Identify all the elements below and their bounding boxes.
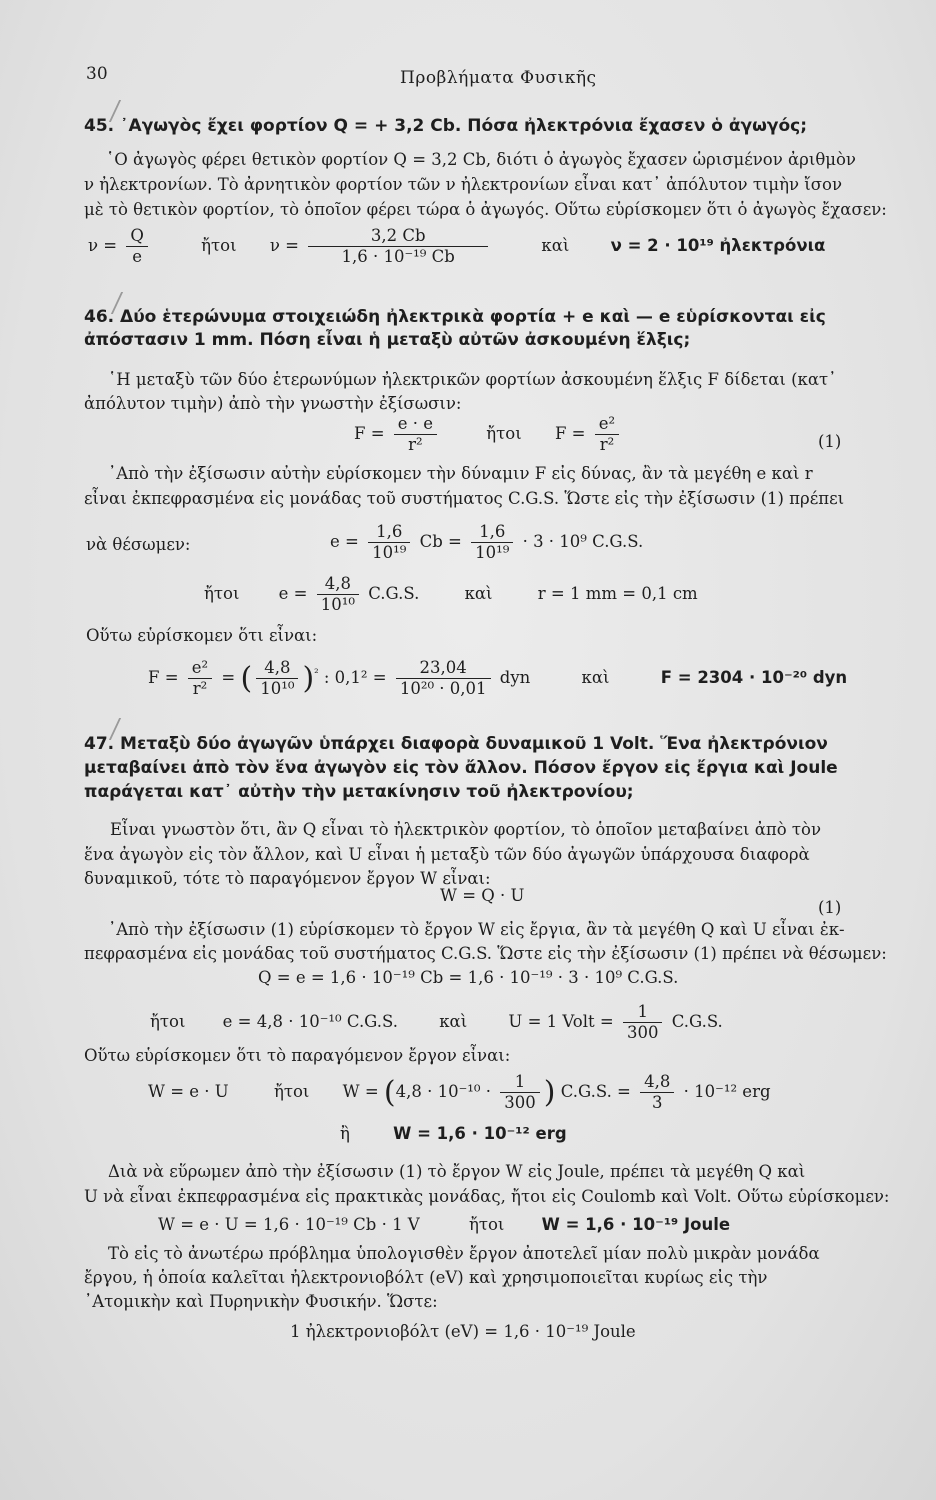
paren-open: ( (240, 661, 253, 696)
problem-46-text-1: Δύο ἑτερώνυμα στοιχειώδη ἠλεκτρικὰ φορτία + e καὶ — e εὑρίσκονται εἰς (120, 307, 826, 327)
colon-part: : 0,1² = (323, 668, 387, 687)
itoi-word: ἤτοι (204, 584, 240, 603)
problem-46-question-2: ἀπόστασιν 1 mm. Πόση εἶναι ἡ μεταξὺ αὐτῶν ἀσκουμένη ἕλξις; (84, 330, 691, 350)
problem-46-equation-2 (330, 522, 643, 563)
problem-46-equation-1 (354, 414, 623, 455)
problem-47-equation-3 (150, 1002, 723, 1043)
fraction (396, 658, 491, 699)
problem-47-line-7: Διὰ νὰ εὕρωμεν ἀπὸ τὴν ἐξίσωσιν (1) τὸ ἔργον W εἰς Joule, πρέπει τὰ μεγέθη Q καὶ (108, 1162, 806, 1181)
problem-45-question (84, 115, 896, 138)
problem-45-line-3: μὲ τὸ θετικὸν φορτίον, τὸ ὁποῖον φέρει τώρα ὁ ἀγωγός. Οὕτω εὑρίσκομεν ὅτι ὁ ἀγωγὸς ἔχασεν: (84, 200, 887, 219)
e-value: e = 4,8 · 10⁻¹⁰ C.G.S. (222, 1012, 398, 1031)
numerator: 4,8 (317, 574, 359, 595)
problem-46-equation-3 (204, 574, 698, 615)
problem-47-equation-1: W = Q · U (440, 886, 525, 905)
eq-lhs: e = (330, 532, 359, 551)
eq-mid: Cb = (419, 532, 462, 551)
problem-47-equation-7: 1 ἠλεκτρονιοβόλτ (eV) = 1,6 · 10⁻¹⁹ Joule (290, 1322, 636, 1341)
denominator: 10¹⁹ (475, 543, 510, 562)
itoi-word: ἤτοι (150, 1012, 186, 1031)
problem-45-line-1: ῾Ο ἀγωγὸς φέρει θετικὸν φορτίον Q = 3,2 Cb, διότι ὁ ἀγωγὸς ἔχασεν ὡρισμένον ἀριθμὸν (106, 150, 856, 169)
numerator: e² (188, 658, 212, 679)
fraction (317, 574, 359, 615)
problem-46-line-2: ἀπόλυτον τιμὴν) ἀπὸ τὴν γνωστὴν ἐξίσωσιν: (84, 394, 462, 413)
fraction (640, 1072, 674, 1113)
denominator: 1,6 · 10⁻¹⁹ Cb (341, 247, 455, 266)
denominator: r² (192, 679, 208, 698)
w-eu: W = e · U (148, 1082, 229, 1101)
problem-47-question-2: μεταβαίνει ἀπὸ τὸν ἕνα ἀγωγὸν εἰς τὸν ἄλλον. Πόσον ἔργον εἰς ἔργια καὶ Joule (84, 758, 838, 778)
numerator: e² (595, 414, 619, 435)
denominator: r² (408, 435, 423, 454)
w-expr: W = e · U = 1,6 · 10⁻¹⁹ Cb · 1 V (158, 1215, 420, 1234)
problem-47-line-9: Τὸ εἰς τὸ ἀνωτέρω πρόβλημα ὑπολογισθὲν ἔργον ἀποτελεῖ μίαν πολὺ μικρὰν μονάδα (108, 1244, 820, 1263)
problem-47-equation-5 (340, 1124, 567, 1143)
eq-lhs: e = (278, 584, 308, 603)
unit: C.G.S. = (560, 1082, 631, 1101)
itoi-word: ἤτοι (468, 1215, 505, 1234)
kai-word: καὶ (464, 584, 493, 603)
numerator: 1 (500, 1072, 540, 1093)
problem-47-line-1: Εἶναι γνωστὸν ὅτι, ἂν Q εἶναι τὸ ἠλεκτρικὸν φορτίον, τὸ ὁποῖον μεταβαίνει ἀπὸ τὸν (110, 820, 821, 839)
fraction (256, 658, 298, 699)
problem-46-line-4: εἶναι ἐκπεφρασμένα εἰς μονάδας τοῦ συστήματος C.G.S. Ὥστε εἰς τὴν ἐξίσωσιν (1) πρέπει (84, 489, 845, 508)
problem-47-line-5: πεφρασμένα εἰς μονάδας τοῦ συστήματος C.G.S. Ὥστε εἰς τὴν ἐξίσωσιν (1) πρέπει νὰ θέσωμεν: (84, 944, 887, 963)
w-eq: W = (342, 1082, 379, 1101)
problem-47-line-2: ἕνα ἀγωγὸν εἰς τὸν ἄλλον, καὶ U εἶναι ἡ μεταξὺ τῶν δύο ἀγωγῶν ὑπάρχουσα διαφορὰ (84, 845, 810, 864)
fraction (188, 658, 212, 699)
problem-47-line-6: Οὕτω εὑρίσκομεν ὅτι τὸ παραγόμενον ἔργον εἶναι: (84, 1046, 511, 1065)
u-value: U = 1 Volt = (508, 1012, 614, 1031)
problem-46-line-5: νὰ θέσωμεν: (86, 535, 191, 554)
fraction (471, 522, 513, 563)
fraction (500, 1072, 540, 1113)
eq-lhs: F = (354, 424, 385, 443)
fraction (308, 226, 488, 267)
eq-rest: · 3 · 10⁹ C.G.S. (522, 532, 644, 551)
page-number: 30 (86, 64, 108, 84)
problem-45-line-2: ν ἠλεκτρονίων. Τὸ ἀρνητικὸν φορτίον τῶν ν ἠλεκτρονίων εἶναι κατ᾿ ἀπόλυτον τιμὴν ἴσον (84, 175, 843, 194)
eq-lhs: F = (148, 668, 179, 687)
eq-lhs-2: F = (554, 424, 586, 443)
problem-47-text-1: Μεταξὺ δύο ἀγωγῶν ὑπάρχει διαφορὰ δυναμικοῦ 1 Volt. Ἕνα ἠλεκτρόνιον (120, 734, 828, 754)
problem-47-number: 47. (84, 734, 115, 754)
numerator: Q (126, 226, 148, 247)
problem-46-line-3: ᾿Απὸ τὴν ἐξίσωσιν αὐτὴν εὑρίσκομεν τὴν δύναμιν F εἰς δύνας, ἂν τὰ μεγέθη e καὶ r (108, 464, 813, 483)
problem-47-equation-2: Q = e = 1,6 · 10⁻¹⁹ Cb = 1,6 · 10⁻¹⁹ · 3 · 10⁹ C.G.S. (258, 968, 679, 987)
eq-sign: = (221, 668, 236, 687)
problem-46-result: F = 2304 · 10⁻²⁰ dyn (660, 668, 848, 687)
denominator: 10¹⁰ (320, 595, 355, 614)
problem-46-line-6: Οὕτω εὑρίσκομεν ὅτι εἶναι: (86, 626, 318, 645)
problem-45-result: ν = 2 · 10¹⁹ ἠλεκτρόνια (610, 236, 826, 255)
problem-45-number: 45. (84, 116, 115, 136)
itoi-word: ἤτοι (201, 236, 237, 255)
itoi-word: ἤτοι (486, 424, 522, 443)
denominator: 3 (652, 1093, 663, 1112)
unit: C.G.S. (671, 1012, 723, 1031)
denominator: e (132, 247, 142, 266)
problem-47-question-1 (84, 733, 896, 756)
denominator: 300 (504, 1093, 536, 1112)
problem-46-line-1: ῾Η μεταξὺ τῶν δύο ἑτερωνύμων ἠλεκτρικῶν φορτίων ἀσκουμένη ἕλξις F δίδεται (κατ᾿ (108, 370, 837, 389)
problem-47-line-3: δυναμικοῦ, τότε τὸ παραγόμενον ἔργον W εἶναι: (84, 869, 491, 888)
fraction (394, 414, 437, 455)
numerator: 1,6 (471, 522, 513, 543)
erg-result: W = 1,6 · 10⁻¹² erg (393, 1124, 567, 1143)
kai-word: καὶ (581, 668, 610, 687)
paren-open: ( (383, 1075, 396, 1110)
power: ² (314, 666, 319, 680)
fraction (368, 522, 410, 563)
eq-lhs: ν = (88, 236, 118, 255)
inner-expr: 4,8 · 10⁻¹⁰ · (395, 1082, 492, 1101)
problem-46-equation-4 (148, 658, 847, 699)
problem-46-number: 46. (84, 307, 115, 327)
fraction (595, 414, 619, 455)
problem-47-line-4: ᾿Απὸ τὴν ἐξίσωσιν (1) εὑρίσκομεν τὸ ἔργον W εἰς ἔργια, ἂν τὰ μεγέθη Q καὶ U εἶναι ἐκ- (108, 920, 845, 939)
kai-word: καὶ (541, 236, 570, 255)
equation-tag: (1) (818, 898, 842, 917)
problem-47-question-3: παράγεται κατ᾿ αὐτὴν τὴν μετακίνησιν τοῦ ἠλεκτρονίου; (84, 782, 634, 802)
problem-47-equation-4 (148, 1072, 771, 1113)
problem-47-equation-6 (158, 1215, 730, 1234)
problem-47-line-10: ἔργου, ἡ ὁποία καλεῖται ἠλεκτρονιοβόλτ (eV) καὶ χρησιμοποιεῖται κυρίως εἰς τὴν (84, 1268, 768, 1287)
numerator: 4,8 (640, 1072, 674, 1093)
itoi-word: ἤτοι (273, 1082, 310, 1101)
or-word: ἢ (340, 1124, 350, 1143)
equation-tag: (1) (818, 432, 842, 451)
denominator: 10¹⁹ (372, 543, 407, 562)
kai-word: καὶ (439, 1012, 468, 1031)
denominator: 10¹⁰ (260, 679, 295, 698)
fraction (623, 1002, 663, 1043)
paren-close: ) (543, 1075, 556, 1110)
unit: dyn (499, 668, 531, 687)
numerator: 1 (623, 1002, 663, 1023)
problem-47-line-8: U νὰ εἶναι ἐκπεφρασμένα εἰς πρακτικὰς μονάδας, ἤτοι εἰς Coulomb καὶ Volt. Οὕτω εὑρίσκομεν: (84, 1187, 890, 1206)
problem-47-line-11: ᾿Ατομικὴν καὶ Πυρηνικὴν Φυσικήν. Ὥστε: (84, 1292, 438, 1311)
numerator: 3,2 Cb (308, 226, 488, 247)
problem-45-equation (88, 226, 825, 267)
numerator: 4,8 (256, 658, 298, 679)
tail: · 10⁻¹² erg (683, 1082, 771, 1101)
joule-result: W = 1,6 · 10⁻¹⁹ Joule (541, 1215, 731, 1234)
denominator: 300 (626, 1023, 659, 1042)
denominator: 10²⁰ · 0,01 (399, 679, 487, 698)
unit: C.G.S. (368, 584, 420, 603)
running-title: Προβλήματα Φυσικῆς (400, 68, 597, 88)
r-value: r = 1 mm = 0,1 cm (537, 584, 698, 603)
problem-45-text: ᾿Αγωγὸς ἔχει φορτίον Q = + 3,2 Cb. Πόσα ἠλεκτρόνια ἔχασεν ὁ ἀγωγός; (120, 116, 808, 136)
eq-lhs-2: ν = (269, 236, 299, 255)
problem-46-question-1 (84, 306, 896, 329)
fraction (126, 226, 148, 267)
paren-close: ) (302, 661, 315, 696)
denominator: r² (599, 435, 615, 454)
numerator: 23,04 (396, 658, 491, 679)
numerator: e · e (394, 414, 437, 435)
numerator: 1,6 (368, 522, 410, 543)
